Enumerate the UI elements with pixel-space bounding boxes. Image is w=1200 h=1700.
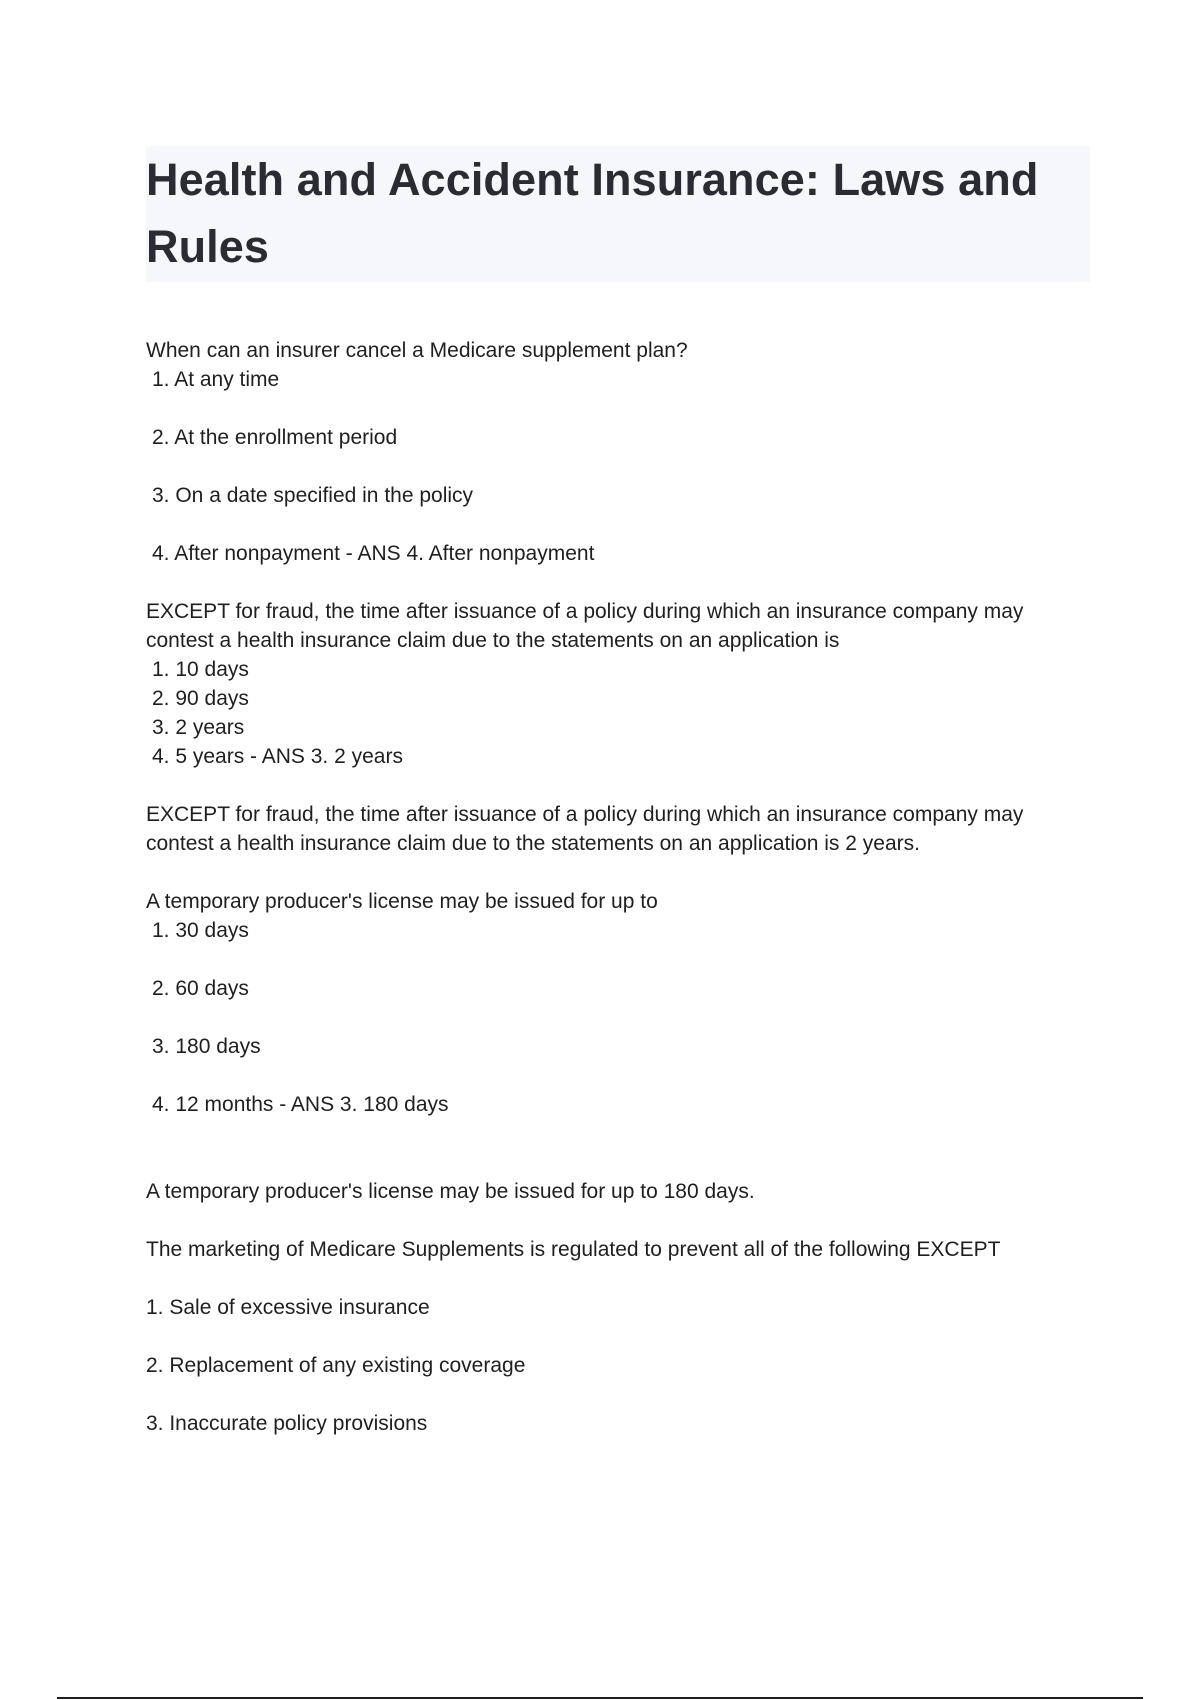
answer-option: 1. Sale of excessive insurance — [146, 1296, 430, 1319]
explanation-text: EXCEPT for fraud, the time after issuance of a policy during which an insurance company may — [146, 803, 1024, 826]
answer-option: 1. 30 days — [152, 919, 249, 942]
answer-option: 2. 60 days — [152, 977, 249, 1000]
title-banner — [146, 146, 1090, 282]
question-text: contest a health insurance claim due to the statements on an application is — [146, 629, 840, 652]
answer-option-with-answer: 4. 5 years - ANS 3. 2 years — [152, 745, 403, 768]
question-block-3 — [146, 887, 1096, 1206]
answer-option: 3. Inaccurate policy provisions — [146, 1412, 428, 1435]
question-block-4 — [146, 1235, 1096, 1438]
question-text: EXCEPT for fraud, the time after issuance of a policy during which an insurance company may — [146, 600, 1024, 623]
answer-option: 2. At the enrollment period — [152, 426, 398, 449]
explanation-text: A temporary producer's license may be issued for up to 180 days. — [146, 1180, 755, 1203]
question-text: When can an insurer cancel a Medicare supplement plan? — [146, 339, 688, 362]
answer-option: 2. Replacement of any existing coverage — [146, 1354, 526, 1377]
answer-option-with-answer: 4. After nonpayment - ANS 4. After nonpayment — [152, 542, 595, 565]
question-text: A temporary producer's license may be issued for up to — [146, 890, 658, 913]
document-body — [146, 336, 1096, 1438]
page-title: Health and Accident Insurance: Laws and Rules — [146, 154, 1039, 272]
explanation-text: contest a health insurance claim due to the statements on an application is 2 years. — [146, 832, 920, 855]
footer-divider — [57, 1697, 1143, 1699]
question-block-2 — [146, 597, 1096, 858]
question-block-1 — [146, 336, 1096, 568]
answer-option: 1. 10 days — [152, 658, 249, 681]
question-text: The marketing of Medicare Supplements is regulated to prevent all of the following EXCEPT — [146, 1238, 1001, 1261]
answer-option: 2. 90 days — [152, 687, 249, 710]
answer-option: 3. 180 days — [152, 1035, 261, 1058]
answer-option: 3. On a date specified in the policy — [152, 484, 474, 507]
answer-option: 3. 2 years — [152, 716, 245, 739]
answer-option: 1. At any time — [152, 368, 280, 391]
answer-option-with-answer: 4. 12 months - ANS 3. 180 days — [152, 1093, 449, 1116]
